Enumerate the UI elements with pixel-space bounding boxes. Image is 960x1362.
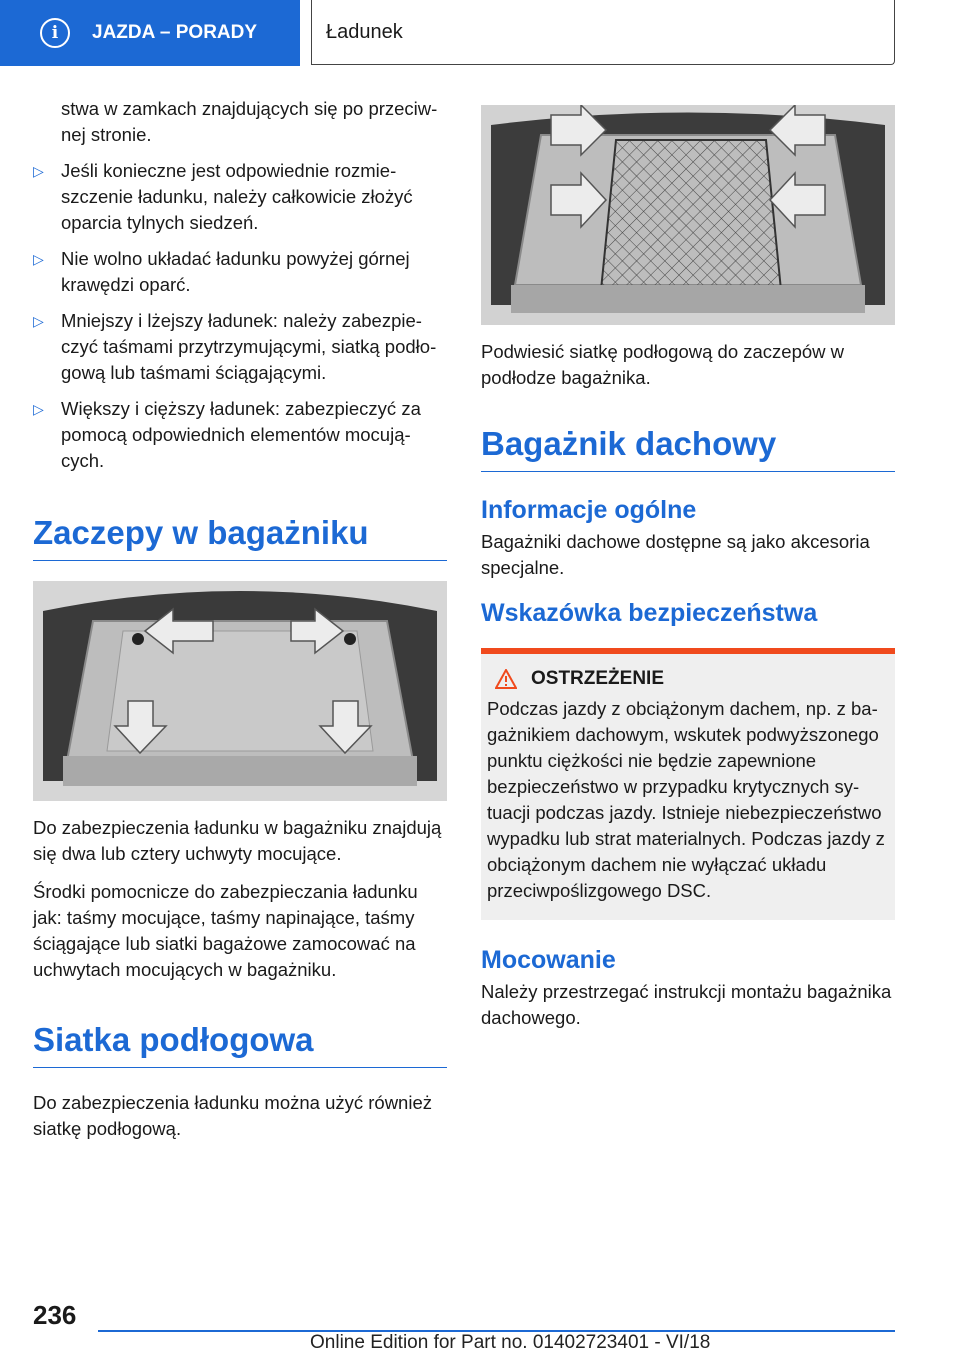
edition-text: Online Edition for Part no. 01402723401 - VI/18 (310, 1332, 711, 1353)
subheading-mounting: Mocowanie (481, 946, 616, 974)
heading-floor-net: Siatka podłogowa (33, 1021, 447, 1068)
heading-anchors: Zaczepy w bagażniku (33, 514, 447, 561)
trunk-anchors-figure (33, 581, 447, 801)
topic-header (311, 0, 895, 65)
page-number: 236 (33, 1300, 77, 1330)
list-item: ▷ Większy i cięższy ładunek: zabezpieczyć za pomocą odpowiednich elementów mocujących. (33, 398, 421, 471)
warning-text: Podczas jazdy z obciążonym dachem, np. z bagażnikiem dachowym, wskutek podwyższonego punktu ciężkości nie będzie zapewnione bezpieczeństwo w przypadku krytycznych sytuacji podczas jazdy. Istnieje niebezpieczeństwo wypadku lub strat materialnych. Podczas jazdy z obciążonym dachem nie wyłączać układu przeciwpoślizgowego DSC. (487, 698, 885, 901)
warning-title: OSTRZEŻENIE (531, 668, 665, 689)
warning-heading (495, 668, 885, 690)
floor-net-paragraph: Do zabezpieczenia ładunku można użyć również siatkę podłogową. (33, 1092, 432, 1139)
section-tab[interactable] (0, 0, 300, 66)
anchors-paragraph-2: Środki pomocnicze do zabezpieczania ładunku jak: taśmy mocujące, taśmy napinające, taśmy ściągające lub siatki bagażowe zamocować na uchwytach mocujących w bagażniku. (33, 881, 418, 980)
anchors-paragraph-1: Do zabezpieczenia ładunku w bagażniku znajdują się dwa lub cztery uchwyty mocujące. (33, 817, 442, 864)
floor-net-caption: Podwiesić siatkę podłogową do zaczepów w podłodze bagażnika. (481, 341, 845, 388)
subheading-general-info: Informacje ogólne (481, 496, 697, 524)
warning-box (481, 654, 895, 920)
triangle-bullet-icon: ▷ (33, 313, 44, 329)
info-icon: i (40, 18, 70, 48)
list-item: ▷ Jeśli konieczne jest odpowiednie rozmieszczenie ładunku, należy całkowicie złożyć oparcia tylnych siedzeń. (33, 160, 413, 233)
bullet-list (33, 158, 447, 474)
triangle-bullet-icon: ▷ (33, 401, 44, 417)
section-label: JAZDA – PORADY (92, 22, 258, 43)
heading-roof-rack: Bagażnik dachowy (481, 425, 895, 472)
mounting-paragraph: Należy przestrzegać instrukcji montażu bagażnika dachowego. (481, 981, 892, 1028)
continuation-text: stwa w zamkach znajdujących się po przeciwnej stronie. (61, 98, 438, 145)
triangle-bullet-icon: ▷ (33, 251, 44, 267)
topic-label: Ładunek (326, 20, 403, 43)
list-item: ▷ Mniejszy i lżejszy ładunek: należy zabezpieczyć taśmami przytrzymującymi, siatką podłogową lub taśmami ściągającymi. (33, 310, 437, 383)
floor-net-figure (481, 105, 895, 325)
warning-panel (481, 648, 895, 920)
warning-triangle-icon (495, 669, 517, 689)
left-column (33, 96, 447, 1142)
right-column (481, 105, 895, 1031)
general-info-paragraph: Bagażniki dachowe dostępne są jako akcesoria specjalne. (481, 531, 870, 578)
subheading-safety: Wskazówka bezpieczeństwa (481, 599, 818, 627)
triangle-bullet-icon: ▷ (33, 163, 44, 179)
list-item: ▷ Nie wolno układać ładunku powyżej górnej krawędzi oparć. (33, 248, 410, 295)
